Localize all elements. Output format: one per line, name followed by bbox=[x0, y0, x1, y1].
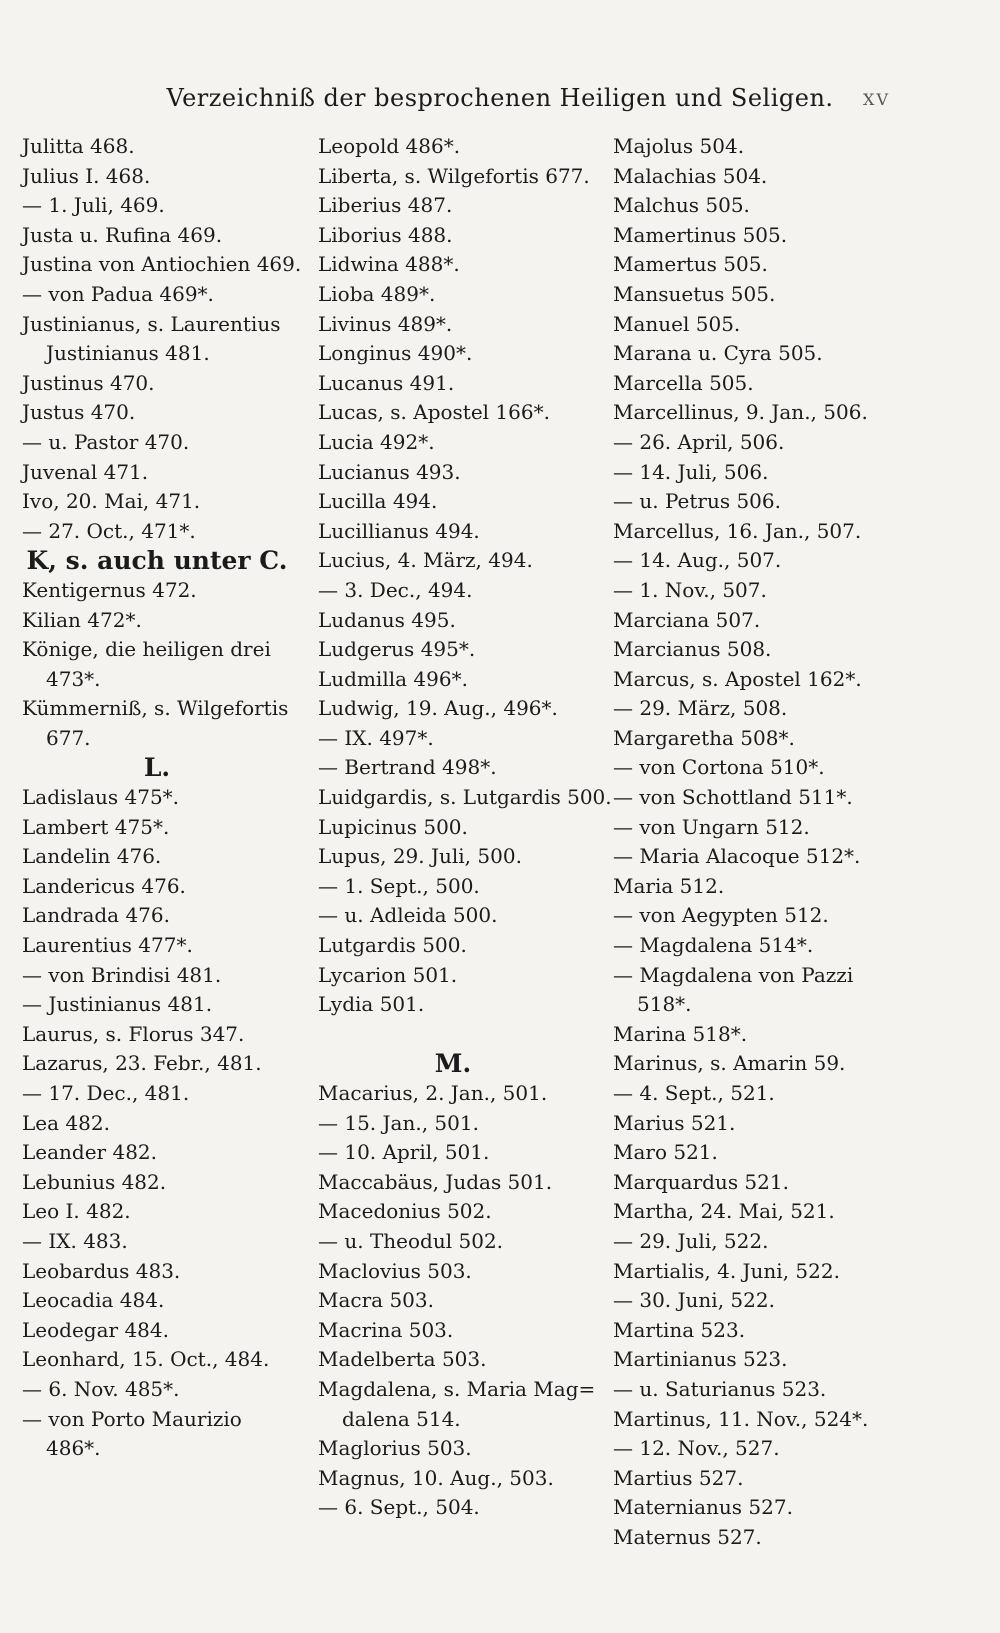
index-entry: Maternus 527. bbox=[613, 1524, 762, 1549]
index-entry: — 1. Juli, 469. bbox=[22, 193, 165, 218]
index-entry: 473*. bbox=[46, 666, 101, 691]
index-entry: Lutgardis 500. bbox=[318, 933, 467, 958]
index-entry: Marcellinus, 9. Jan., 506. bbox=[613, 400, 868, 425]
index-entry: Lioba 489*. bbox=[318, 281, 436, 306]
index-entry: — Bertrand 498*. bbox=[318, 755, 497, 780]
index-entry: Lambert 475*. bbox=[22, 814, 170, 839]
index-entry: Martinianus 523. bbox=[613, 1347, 788, 1372]
index-entry: Macarius, 2. Jan., 501. bbox=[318, 1081, 548, 1105]
index-entry: — 3. Dec., 494. bbox=[318, 577, 473, 602]
index-entry: Liberius 487. bbox=[318, 193, 453, 218]
index-entry: Madelberta 503. bbox=[318, 1347, 487, 1372]
index-entry: Majolus 504. bbox=[613, 134, 745, 158]
index-column-3 bbox=[613, 132, 913, 1553]
index-entry: Lebunius 482. bbox=[22, 1169, 167, 1194]
index-entry: Lucius, 4. März, 494. bbox=[318, 548, 533, 573]
blank-line bbox=[318, 1020, 608, 1050]
index-entry: Ludwig, 19. Aug., 496*. bbox=[318, 696, 558, 721]
page-number: XV bbox=[863, 90, 890, 109]
index-entry: Ivo, 20. Mai, 471. bbox=[22, 489, 201, 514]
index-entry: — von Porto Maurizio bbox=[22, 1406, 242, 1431]
index-entry: — von Aegypten 512. bbox=[613, 903, 829, 928]
index-entry: — Magdalena von Pazzi bbox=[613, 962, 854, 987]
index-entry: Maternianus 527. bbox=[613, 1495, 793, 1520]
index-entry: — 29. März, 508. bbox=[613, 696, 788, 721]
section-heading: K, s. auch unter C. bbox=[26, 546, 288, 576]
index-entry: — Justinianus 481. bbox=[22, 992, 213, 1017]
index-entry: Luidgardis, s. Lutgardis 500. bbox=[318, 785, 612, 810]
index-entry: — 17. Dec., 481. bbox=[22, 1081, 190, 1105]
index-entry: Leopold 486*. bbox=[318, 134, 461, 158]
index-entry: Leander 482. bbox=[22, 1140, 158, 1165]
page-header bbox=[0, 80, 1000, 120]
index-entry: Magdalena, s. Maria Mag= bbox=[318, 1376, 596, 1401]
index-entry: — 1. Nov., 507. bbox=[613, 577, 767, 602]
index-entry: Lazarus, 23. Febr., 481. bbox=[22, 1051, 262, 1076]
index-column-1 bbox=[22, 132, 312, 1464]
index-entry: Marinus, s. Amarin 59. bbox=[613, 1051, 846, 1076]
index-entry: Marcianus 508. bbox=[613, 637, 772, 662]
index-entry: Lupicinus 500. bbox=[318, 814, 468, 839]
index-entry: Leonhard, 15. Oct., 484. bbox=[22, 1347, 270, 1372]
index-entry: Maccabäus, Judas 501. bbox=[318, 1169, 553, 1194]
index-entry: Marquardus 521. bbox=[613, 1169, 789, 1194]
index-entry: 677. bbox=[46, 725, 91, 750]
index-entry: Martialis, 4. Juni, 522. bbox=[613, 1258, 840, 1283]
index-entry: Lydia 501. bbox=[318, 992, 425, 1017]
index-entry: — 29. Juli, 522. bbox=[613, 1228, 769, 1253]
index-entry: Laurentius 477*. bbox=[22, 933, 193, 958]
index-entry: Martina 523. bbox=[613, 1317, 746, 1342]
index-entry: Martius 527. bbox=[613, 1465, 744, 1490]
index-entry: Landrada 476. bbox=[22, 903, 170, 928]
index-entry: Lucilla 494. bbox=[318, 489, 438, 514]
index-entry: — 26. April, 506. bbox=[613, 429, 785, 454]
index-entry: Maria 512. bbox=[613, 873, 725, 898]
index-entry: Leocadia 484. bbox=[22, 1288, 165, 1313]
index-entry: Landelin 476. bbox=[22, 844, 162, 869]
index-entry: Lucianus 493. bbox=[318, 459, 461, 484]
index-entry: Liberta, s. Wilgefortis 677. bbox=[318, 163, 590, 188]
section-heading: M. bbox=[434, 1049, 472, 1079]
index-entry: — von Cortona 510*. bbox=[613, 755, 825, 780]
index-entry: Lucas, s. Apostel 166*. bbox=[318, 400, 550, 425]
index-entry: — 12. Nov., 527. bbox=[613, 1436, 780, 1461]
index-entry: — 15. Jan., 501. bbox=[318, 1110, 479, 1135]
index-entry: Marius 521. bbox=[613, 1110, 736, 1135]
section-heading: L. bbox=[143, 753, 171, 783]
index-entry: Liborius 488. bbox=[318, 222, 453, 247]
index-entry: — 14. Aug., 507. bbox=[613, 548, 782, 573]
index-entry: Marcella 505. bbox=[613, 370, 754, 395]
index-entry: Marana u. Cyra 505. bbox=[613, 341, 823, 366]
index-entry: Ludanus 495. bbox=[318, 607, 456, 632]
index-entry: — von Ungarn 512. bbox=[613, 814, 810, 839]
index-entry: — u. Saturianus 523. bbox=[613, 1376, 827, 1401]
index-entry: Longinus 490*. bbox=[318, 341, 473, 366]
index-entry: Julius I. 468. bbox=[22, 163, 151, 188]
index-entry: — u. Adleida 500. bbox=[318, 903, 498, 928]
index-entry: Justinus 470. bbox=[22, 370, 155, 395]
index-entry: — IX. 483. bbox=[22, 1228, 128, 1253]
index-entry: — Maria Alacoque 512*. bbox=[613, 844, 861, 869]
index-entry: Ludmilla 496*. bbox=[318, 666, 468, 691]
index-entry: Marina 518*. bbox=[613, 1021, 748, 1046]
index-entry: Ludgerus 495*. bbox=[318, 637, 476, 662]
index-entry: — 10. April, 501. bbox=[318, 1140, 490, 1165]
index-entry: Juvenal 471. bbox=[22, 459, 149, 484]
index-entry: Justinianus 481. bbox=[46, 341, 210, 366]
index-entry: Justina von Antiochien 469. bbox=[22, 252, 302, 277]
index-entry: — von Padua 469*. bbox=[22, 281, 214, 306]
index-entry: — 30. Juni, 522. bbox=[613, 1288, 775, 1313]
index-entry: Lea 482. bbox=[22, 1110, 110, 1135]
index-entry: 518*. bbox=[637, 992, 692, 1017]
index-entry: Macedonius 502. bbox=[318, 1199, 492, 1224]
index-entry: Lucillianus 494. bbox=[318, 518, 480, 543]
index-entry: Maro 521. bbox=[613, 1140, 718, 1165]
index-entry: Kilian 472*. bbox=[22, 607, 142, 632]
index-entry: Martha, 24. Mai, 521. bbox=[613, 1199, 835, 1224]
index-entry: Lidwina 488*. bbox=[318, 252, 460, 277]
index-entry: Mamertus 505. bbox=[613, 252, 768, 277]
index-entry: Livinus 489*. bbox=[318, 311, 453, 336]
index-entry: Kentigernus 472. bbox=[22, 577, 197, 602]
index-entry: — 4. Sept., 521. bbox=[613, 1081, 775, 1105]
index-entry: Macrina 503. bbox=[318, 1317, 454, 1342]
index-entry: Kümmerniß, s. Wilgefortis bbox=[22, 696, 289, 721]
index-entry: — 1. Sept., 500. bbox=[318, 873, 480, 898]
index-entry: — von Brindisi 481. bbox=[22, 962, 222, 987]
index-entry: Malchus 505. bbox=[613, 193, 750, 218]
index-entry: Mansuetus 505. bbox=[613, 281, 776, 306]
index-entry: — 6. Sept., 504. bbox=[318, 1495, 480, 1520]
index-entry: Marcellus, 16. Jan., 507. bbox=[613, 518, 862, 543]
index-entry: Landericus 476. bbox=[22, 873, 186, 898]
index-entry: Justinianus, s. Laurentius bbox=[22, 311, 281, 336]
index-column-2 bbox=[318, 132, 612, 1523]
index-entry: Marcus, s. Apostel 162*. bbox=[613, 666, 862, 691]
index-entry: Margaretha 508*. bbox=[613, 725, 795, 750]
index-entry: — u. Pastor 470. bbox=[22, 429, 190, 454]
index-entry: Leodegar 484. bbox=[22, 1317, 169, 1342]
index-entry: Malachias 504. bbox=[613, 163, 768, 188]
index-entry: Julitta 468. bbox=[22, 134, 135, 158]
index-entry: dalena 514. bbox=[342, 1406, 461, 1431]
index-entry: — u. Petrus 506. bbox=[613, 489, 781, 514]
index-entry: Justus 470. bbox=[22, 400, 136, 425]
index-entry: Laurus, s. Florus 347. bbox=[22, 1021, 245, 1046]
index-entry: Magnus, 10. Aug., 503. bbox=[318, 1465, 554, 1490]
index-entry: Leo I. 482. bbox=[22, 1199, 131, 1224]
index-entry: Leobardus 483. bbox=[22, 1258, 181, 1283]
index-entry: Lucanus 491. bbox=[318, 370, 455, 395]
index-entry: — 6. Nov. 485*. bbox=[22, 1376, 180, 1401]
index-entry: Marciana 507. bbox=[613, 607, 761, 632]
index-entry: Manuel 505. bbox=[613, 311, 741, 336]
index-entry: 486*. bbox=[46, 1436, 101, 1461]
index-entry: Lupus, 29. Juli, 500. bbox=[318, 844, 522, 869]
index-entry: Macra 503. bbox=[318, 1288, 434, 1313]
index-entry: Mamertinus 505. bbox=[613, 222, 788, 247]
index-entry: Ladislaus 475*. bbox=[22, 785, 180, 810]
index-entry: Lucia 492*. bbox=[318, 429, 435, 454]
index-entry: Lycarion 501. bbox=[318, 962, 458, 987]
index-entry: — von Schottland 511*. bbox=[613, 785, 853, 810]
page-title: Verzeichniß der besprochenen Heiligen und Seligen. bbox=[166, 84, 834, 112]
index-entry: — u. Theodul 502. bbox=[318, 1228, 504, 1253]
index-entry: — Magdalena 514*. bbox=[613, 933, 814, 958]
index-entry: — 14. Juli, 506. bbox=[613, 459, 769, 484]
index-entry: Könige, die heiligen drei bbox=[22, 637, 271, 662]
index-entry: Maglorius 503. bbox=[318, 1436, 472, 1461]
index-entry: — 27. Oct., 471*. bbox=[22, 518, 196, 543]
index-entry: Maclovius 503. bbox=[318, 1258, 472, 1283]
index-entry: Justa u. Rufina 469. bbox=[22, 222, 223, 247]
index-entry: Martinus, 11. Nov., 524*. bbox=[613, 1406, 869, 1431]
index-entry: — IX. 497*. bbox=[318, 725, 434, 750]
